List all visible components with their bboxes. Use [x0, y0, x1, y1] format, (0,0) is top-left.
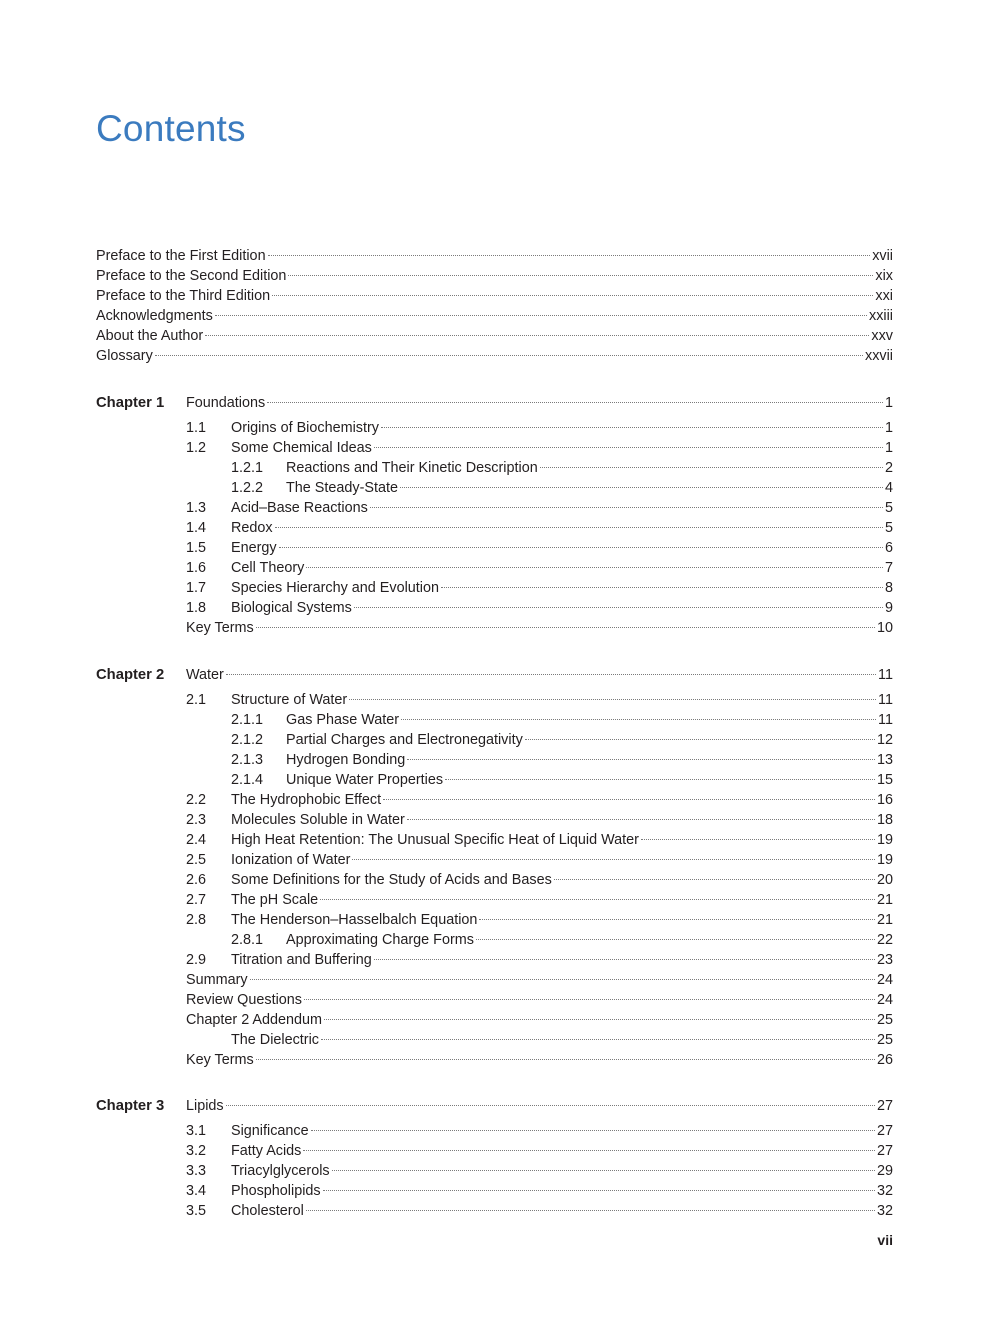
toc-entry-title: Titration and Buffering [231, 952, 372, 968]
dot-leader [374, 447, 883, 448]
dot-leader [215, 315, 867, 316]
dot-leader [304, 999, 875, 1000]
page-number: vii [877, 1232, 893, 1248]
toc-entry-page: 22 [876, 932, 893, 948]
toc-entry-page: 19 [876, 832, 893, 848]
toc-entry-number: 2.5 [186, 852, 207, 868]
toc-entry-number: 1.2.2 [231, 480, 264, 496]
toc-entry-title: Gas Phase Water [286, 712, 400, 728]
dot-leader [407, 819, 875, 820]
toc-entry-number: 2.7 [186, 892, 207, 908]
toc-entry-number: 2.1.4 [231, 772, 264, 788]
dot-leader [370, 507, 883, 508]
toc-entry-page: 9 [884, 600, 893, 616]
dot-leader [267, 402, 883, 403]
toc-entry-page: 2 [884, 460, 893, 476]
chapter-title-entry[interactable] [186, 393, 893, 413]
toc-entry-number: 2.4 [186, 832, 207, 848]
chapter-label: Chapter 1 [96, 395, 165, 411]
toc-entry-page: 21 [876, 912, 893, 928]
dot-leader [311, 1130, 875, 1131]
dot-leader [407, 759, 875, 760]
toc-entry-title: Origins of Biochemistry [231, 420, 379, 436]
toc-section-entry[interactable] [186, 870, 893, 890]
toc-entry-title: Unique Water Properties [286, 772, 444, 788]
toc-entry-page: 1 [884, 420, 893, 436]
front-matter-entry[interactable] [96, 286, 893, 306]
toc-entry-page: xxv [871, 328, 893, 344]
toc-entry-page: 24 [876, 992, 893, 1008]
dot-leader [268, 255, 871, 256]
dot-leader [320, 899, 875, 900]
toc-entry-title: Review Questions [186, 992, 302, 1008]
dot-leader [324, 1019, 875, 1020]
toc-entry-number: 1.3 [186, 500, 207, 516]
toc-entry-number: 1.5 [186, 540, 207, 556]
toc-section-entry[interactable] [186, 538, 893, 558]
toc-entry-number: 1.6 [186, 560, 207, 576]
dot-leader [306, 567, 883, 568]
toc-entry-title: Foundations [186, 395, 266, 411]
toc-section-entry[interactable] [186, 498, 893, 518]
toc-entry-title: Glossary [96, 348, 153, 364]
toc-entry-title: Some Definitions for the Study of Acids and Bases [231, 872, 552, 888]
toc-subsection-entry[interactable] [231, 770, 893, 790]
toc-section-entry[interactable] [186, 1161, 893, 1181]
toc-section-entry[interactable] [186, 1181, 893, 1201]
toc-entry-title: Triacylglycerols [231, 1163, 330, 1179]
toc-entry-title: High Heat Retention: The Unusual Specific Heat of Liquid Water [231, 832, 639, 848]
toc-entry-title: Biological Systems [231, 600, 352, 616]
toc-entry-title: Preface to the First Edition [96, 248, 266, 264]
toc-entry-title: Cholesterol [231, 1203, 304, 1219]
toc-entry-title: Ionization of Water [231, 852, 351, 868]
toc-entry-title: Water [186, 667, 224, 683]
dot-leader [250, 979, 875, 980]
toc-entry-page: 18 [876, 812, 893, 828]
dot-leader [554, 879, 875, 880]
dot-leader [272, 295, 873, 296]
dot-leader [374, 959, 875, 960]
toc-entry-page: 32 [876, 1183, 893, 1199]
toc-entry-number: 2.1.3 [231, 752, 264, 768]
toc-section-entry[interactable] [186, 1201, 893, 1221]
toc-section-entry[interactable] [186, 910, 893, 930]
toc-entry-title: Lipids [186, 1098, 224, 1114]
toc-entry-title: Preface to the Third Edition [96, 288, 271, 304]
toc-entry-number: 1.4 [186, 520, 207, 536]
dot-leader [525, 739, 875, 740]
toc-subsection-entry[interactable] [231, 478, 893, 498]
toc-entry-page: 27 [876, 1143, 893, 1159]
toc-section-entry[interactable] [186, 1050, 893, 1070]
toc-entry-title: The Steady-State [286, 480, 398, 496]
toc-entry-title: The pH Scale [231, 892, 319, 908]
chapter-title-entry[interactable] [186, 665, 893, 685]
toc-entry-page: xix [875, 268, 893, 284]
toc-section-entry[interactable] [186, 438, 893, 458]
toc-entry-title: Species Hierarchy and Evolution [231, 580, 439, 596]
toc-entry-page: 32 [876, 1203, 893, 1219]
dot-leader [332, 1170, 875, 1171]
toc-entry-page: 21 [876, 892, 893, 908]
front-matter-entry[interactable] [96, 306, 893, 326]
chapter-title-entry[interactable] [186, 1096, 893, 1116]
toc-entry-title: Energy [231, 540, 277, 556]
dot-leader [205, 335, 869, 336]
toc-subsection-entry[interactable] [231, 710, 893, 730]
toc-entry-page: 12 [876, 732, 893, 748]
front-matter-entry[interactable] [96, 246, 893, 266]
toc-entry-page: 19 [876, 852, 893, 868]
toc-entry-title: Acknowledgments [96, 308, 213, 324]
dot-leader [476, 939, 875, 940]
toc-section-entry[interactable] [186, 578, 893, 598]
toc-entry-title: The Hydrophobic Effect [231, 792, 382, 808]
toc-entry-number: 3.5 [186, 1203, 207, 1219]
dot-leader [279, 547, 883, 548]
toc-entry-page: 23 [876, 952, 893, 968]
dot-leader [155, 355, 863, 356]
dot-leader [381, 427, 883, 428]
toc-entry-number: 1.1 [186, 420, 207, 436]
toc-section-entry[interactable] [186, 690, 893, 710]
toc-entry-title: The Henderson–Hasselbalch Equation [231, 912, 478, 928]
page-title: Contents [96, 108, 246, 149]
toc-entry-number: 1.7 [186, 580, 207, 596]
toc-entry-title: The Dielectric [231, 1032, 319, 1048]
toc-entry-title: Redox [231, 520, 273, 536]
toc-entry-page: 10 [876, 620, 893, 636]
toc-entry-title: Hydrogen Bonding [286, 752, 406, 768]
toc-section-entry[interactable] [186, 890, 893, 910]
toc-section-entry[interactable] [186, 1121, 893, 1141]
toc-entry-number: 3.1 [186, 1123, 207, 1139]
toc-entry-number: 3.3 [186, 1163, 207, 1179]
toc-entry-number: 2.8 [186, 912, 207, 928]
toc-entry-number: 2.8.1 [231, 932, 264, 948]
dot-leader [479, 919, 875, 920]
toc-entry-page: 5 [884, 500, 893, 516]
toc-entry-page: xxvii [865, 348, 893, 364]
dot-leader [288, 275, 873, 276]
toc-subsection-entry[interactable] [231, 930, 893, 950]
front-matter-entry[interactable] [96, 326, 893, 346]
toc-entry-number: 2.1.2 [231, 732, 264, 748]
dot-leader [275, 527, 883, 528]
dot-leader [349, 699, 876, 700]
chapter-label: Chapter 2 [96, 667, 165, 683]
toc-entry-title: Preface to the Second Edition [96, 268, 287, 284]
toc-entry-title: Molecules Soluble in Water [231, 812, 405, 828]
toc-entry-title: Structure of Water [231, 692, 348, 708]
toc-section-entry[interactable] [186, 990, 893, 1010]
dot-leader [226, 674, 876, 675]
toc-entry-number: 3.4 [186, 1183, 207, 1199]
toc-entry-title: Cell Theory [231, 560, 305, 576]
toc-entry-title: Fatty Acids [231, 1143, 302, 1159]
dot-leader [400, 487, 883, 488]
toc-entry-page: 26 [876, 1052, 893, 1068]
toc-entry-page: 15 [876, 772, 893, 788]
dot-leader [303, 1150, 875, 1151]
toc-entry-number: 3.2 [186, 1143, 207, 1159]
toc-subsection-entry[interactable] [231, 750, 893, 770]
toc-entry-number: 2.6 [186, 872, 207, 888]
toc-section-entry[interactable] [186, 1010, 893, 1030]
toc-entry-title: Summary [186, 972, 248, 988]
toc-entry-number: 1.8 [186, 600, 207, 616]
toc-entry-page: 16 [876, 792, 893, 808]
toc-entry-page: 13 [876, 752, 893, 768]
dot-leader [226, 1105, 875, 1106]
toc-section-entry[interactable] [186, 518, 893, 538]
dot-leader [383, 799, 875, 800]
dot-leader [321, 1039, 875, 1040]
dot-leader [306, 1210, 875, 1211]
toc-section-entry[interactable] [186, 1141, 893, 1161]
dot-leader [352, 859, 875, 860]
toc-entry-page: 27 [876, 1098, 893, 1114]
front-matter-entry[interactable] [96, 346, 893, 366]
toc-entry-page: 5 [884, 520, 893, 536]
dot-leader [323, 1190, 875, 1191]
toc-entry-number: 1.2.1 [231, 460, 264, 476]
dot-leader [401, 719, 876, 720]
toc-entry-page: 11 [878, 667, 893, 683]
toc-entry-page: xxiii [869, 308, 893, 324]
toc-entry-page: 6 [884, 540, 893, 556]
toc-entry-page: 1 [884, 395, 893, 411]
dot-leader [256, 1059, 875, 1060]
toc-entry-page: 4 [884, 480, 893, 496]
toc-entry-number: 2.2 [186, 792, 207, 808]
toc-section-entry[interactable] [186, 558, 893, 578]
toc-entry-number: 2.3 [186, 812, 207, 828]
toc-section-entry[interactable] [186, 830, 893, 850]
toc-entry-title: About the Author [96, 328, 204, 344]
toc-entry-page: 27 [876, 1123, 893, 1139]
toc-section-entry[interactable] [186, 598, 893, 618]
dot-leader [354, 607, 883, 608]
dot-leader [441, 587, 883, 588]
toc-entry-page: 11 [878, 712, 893, 728]
front-matter-entry[interactable] [96, 266, 893, 286]
toc-entry-number: 2.9 [186, 952, 207, 968]
toc-entry-title: Significance [231, 1123, 309, 1139]
toc-entry-page: 24 [876, 972, 893, 988]
toc-entry-page: xvii [872, 248, 893, 264]
toc-entry-title: Acid–Base Reactions [231, 500, 368, 516]
toc-entry-page: 25 [876, 1032, 893, 1048]
toc-section-entry[interactable] [186, 950, 893, 970]
toc-entry-title: Chapter 2 Addendum [186, 1012, 323, 1028]
toc-entry-number: 1.2 [186, 440, 207, 456]
toc-entry-title: Phospholipids [231, 1183, 321, 1199]
dot-leader [445, 779, 875, 780]
toc-section-entry[interactable] [186, 618, 893, 638]
toc-entry-page: xxi [875, 288, 893, 304]
toc-entry-page: 1 [884, 440, 893, 456]
toc-section-entry[interactable] [186, 850, 893, 870]
toc-entry-page: 7 [884, 560, 893, 576]
toc-entry-title: Partial Charges and Electronegativity [286, 732, 523, 748]
toc-subsection-entry[interactable] [231, 458, 893, 478]
toc-section-entry[interactable] [186, 810, 893, 830]
dot-leader [641, 839, 875, 840]
toc-section-entry[interactable] [186, 418, 893, 438]
toc-entry-page: 25 [876, 1012, 893, 1028]
toc-entry-number: 2.1 [186, 692, 207, 708]
toc-section-entry[interactable] [231, 1030, 893, 1050]
toc-entry-title: Some Chemical Ideas [231, 440, 372, 456]
toc-entry-page: 29 [876, 1163, 893, 1179]
dot-leader [256, 627, 875, 628]
toc-entry-title: Key Terms [186, 1052, 254, 1068]
toc-entry-page: 11 [878, 692, 893, 708]
toc-entry-page: 20 [876, 872, 893, 888]
toc-subsection-entry[interactable] [231, 730, 893, 750]
toc-section-entry[interactable] [186, 790, 893, 810]
chapter-label: Chapter 3 [96, 1098, 165, 1114]
toc-entry-number: 2.1.1 [231, 712, 264, 728]
toc-entry-page: 8 [884, 580, 893, 596]
dot-leader [540, 467, 883, 468]
toc-entry-title: Reactions and Their Kinetic Description [286, 460, 538, 476]
toc-entry-title: Key Terms [186, 620, 254, 636]
toc-section-entry[interactable] [186, 970, 893, 990]
toc-entry-title: Approximating Charge Forms [286, 932, 474, 948]
